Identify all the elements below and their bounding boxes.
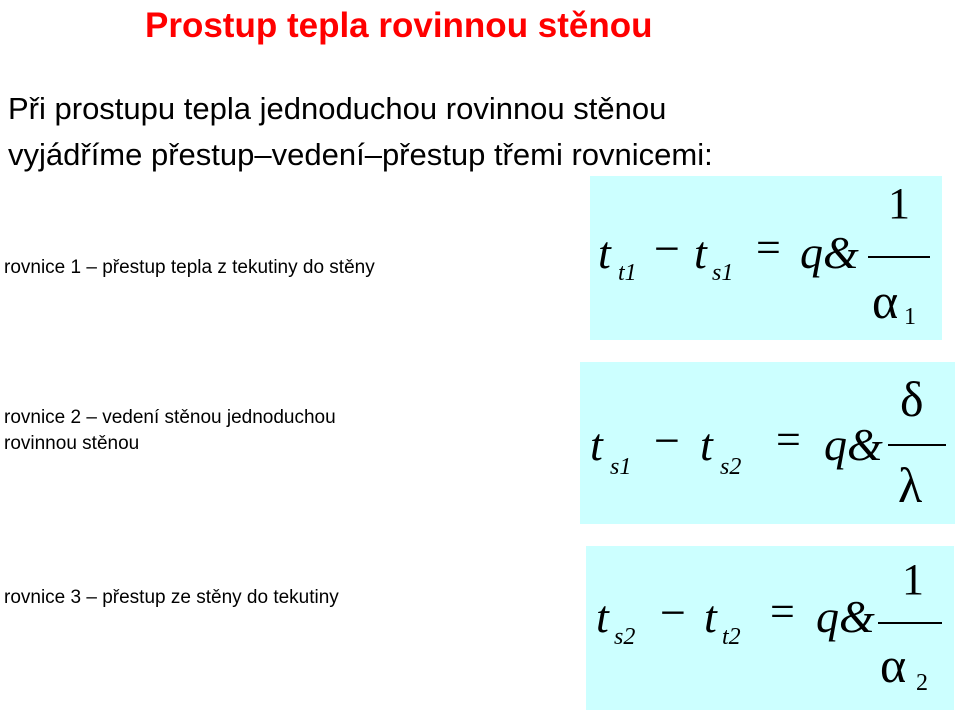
intro-text	[8, 86, 713, 178]
equation-1-box	[590, 176, 942, 340]
eq3-sub-b: t2	[722, 624, 741, 650]
page-title: Prostup tepla rovinnou stěnou	[145, 6, 653, 45]
eq3-numerator: 1	[902, 555, 924, 604]
eq2-t-a: t	[590, 419, 603, 470]
eq3-equals: =	[770, 587, 795, 636]
eq3-denominator: α	[880, 637, 907, 693]
eq3-sub-a: s2	[614, 624, 636, 650]
eq1-t-b: t	[694, 227, 707, 278]
eq3-fraction-bar	[878, 622, 942, 624]
equation-1-label: rovnice 1 – přestup tepla z tekutiny do stěny	[4, 257, 375, 278]
eq2-numerator: δ	[900, 371, 924, 427]
eq2-denominator: λ	[898, 457, 923, 513]
eq1-equals: =	[756, 223, 781, 272]
eq3-t-b: t	[704, 591, 717, 642]
equation-3-box	[586, 546, 954, 710]
eq2-q: q&	[824, 419, 883, 470]
equation-3-label: rovnice 3 – přestup ze stěny do tekutiny	[4, 587, 339, 608]
eq2-equals: =	[776, 415, 801, 464]
eq1-denominator-sub: 1	[904, 304, 916, 330]
equation-2-label-line-2: rovinnou stěnou	[4, 433, 140, 454]
eq2-fraction-bar	[888, 444, 946, 446]
eq1-fraction-bar	[868, 256, 930, 258]
eq3-minus: −	[660, 587, 686, 638]
eq3-q: q&	[816, 591, 875, 642]
eq1-sub-a: t1	[618, 260, 637, 286]
eq2-minus: −	[654, 415, 680, 466]
eq2-sub-a: s1	[610, 454, 632, 480]
intro-line-1: Při prostupu tepla jednoduchou rovinnou stěnou	[8, 91, 667, 126]
eq1-sub-b: s1	[712, 260, 734, 286]
intro-line-2: vyjádříme přestup–vedení–přestup třemi rovnicemi:	[8, 137, 713, 172]
equation-2-label-line-1: rovnice 2 – vedení stěnou jednoduchou	[4, 407, 336, 428]
eq1-minus: −	[654, 223, 680, 274]
eq1-q: q&	[800, 227, 859, 278]
eq1-t-a: t	[598, 227, 611, 278]
equation-2-box	[580, 362, 955, 524]
eq1-denominator: α	[872, 273, 899, 329]
eq3-denominator-sub: 2	[916, 670, 928, 696]
eq2-t-b: t	[700, 419, 713, 470]
eq1-numerator: 1	[888, 179, 910, 228]
eq2-sub-b: s2	[720, 454, 742, 480]
eq3-t-a: t	[596, 591, 609, 642]
